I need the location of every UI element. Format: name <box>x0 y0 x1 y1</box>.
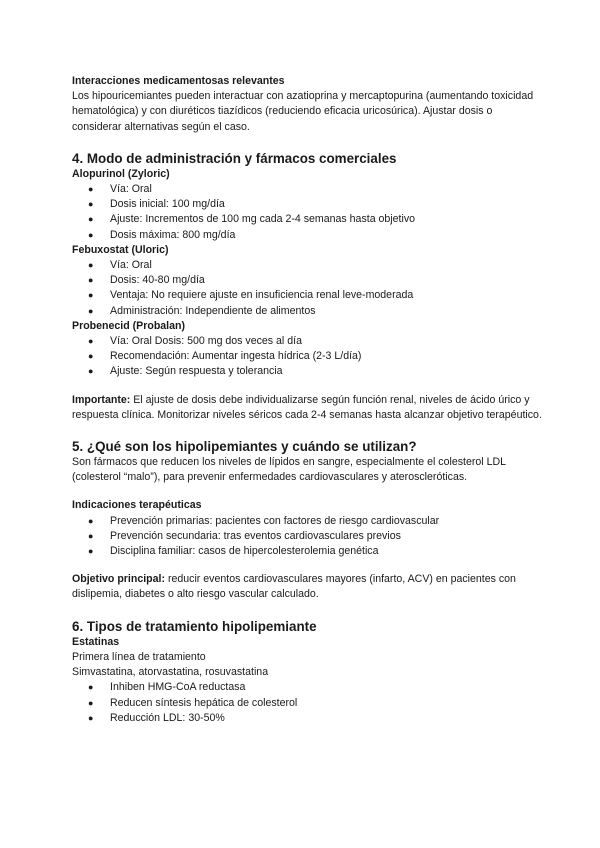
bullet-icon: ● <box>88 336 94 347</box>
bullet-icon: ● <box>88 199 94 210</box>
list-item: ● Ajuste: Incrementos de 100 mg cada 2-4 semanas hasta objetivo <box>72 212 542 227</box>
bullet-icon: ● <box>88 546 94 557</box>
bullet-icon: ● <box>88 290 94 301</box>
section-6-line: Simvastatina, atorvastatina, rosuvastatina <box>72 666 269 679</box>
drug-name: Febuxostat (Uloric) <box>72 243 169 256</box>
important-note: Importante: El ajuste de dosis debe individualizarse según función renal, niveles de ácido úrico y respuesta clínica. Monitorizar niveles séricos cada 2-4 semanas hasta alcanzar objetivo terapéutico. <box>72 393 542 421</box>
list-item: ● Reducen síntesis hepática de colesterol <box>72 696 542 711</box>
bullet-icon: ● <box>88 260 94 271</box>
drug-name: Probenecid (Probalan) <box>72 319 186 332</box>
list-item: ● Ajuste: Según respuesta y tolerancia <box>72 364 542 379</box>
drug-list <box>72 334 542 380</box>
list-item: ● Vía: Oral <box>72 258 542 273</box>
list-item: ● Administración: Independiente de alimentos <box>72 304 542 319</box>
bullet-icon: ● <box>88 530 94 541</box>
bullet-icon: ● <box>88 275 94 286</box>
section-5-intro: Son fármacos que reducen los niveles de lípidos en sangre, especialmente el colesterol LDL (colesterol “malo”), para prevenir enfermedades cardiovasculares y ateroscleróticas. <box>72 456 506 484</box>
list-item: ● Dosis: 40-80 mg/día <box>72 273 542 288</box>
list-item: ● Inhiben HMG-CoA reductasa <box>72 680 542 695</box>
bullet-icon: ● <box>88 515 94 526</box>
section-4-heading: 4. Modo de administración y fármacos comerciales <box>72 150 397 166</box>
bullet-icon: ● <box>88 214 94 225</box>
list-item: ● Disciplina familiar: casos de hipercolesterolemia genética <box>72 544 542 559</box>
list-item: ● Prevención primarias: pacientes con factores de riesgo cardiovascular <box>72 514 542 529</box>
list-item: ● Dosis máxima: 800 mg/día <box>72 228 542 243</box>
list-item: ● Prevención secundaria: tras eventos cardiovasculares previos <box>72 529 542 544</box>
list-item: ● Recomendación: Aumentar ingesta hídrica (2-3 L/día) <box>72 349 542 364</box>
objective-label: Objetivo principal: <box>72 573 166 586</box>
bullet-icon: ● <box>88 229 94 240</box>
bullet-icon: ● <box>88 697 94 708</box>
section-5-heading: 5. ¿Qué son los hipolipemiantes y cuándo se utilizan? <box>72 439 417 455</box>
drug-list <box>72 182 542 243</box>
indications-title: Indicaciones terapéuticas <box>72 499 202 512</box>
important-label: Importante: <box>72 393 131 406</box>
bullet-icon: ● <box>88 682 94 693</box>
list-item: ● Vía: Oral Dosis: 500 mg dos veces al día <box>72 334 542 349</box>
interactions-body: Los hipouricemiantes pueden interactuar con azatioprina y mercaptopurina (aumentando toxicidad hematológica) y con diuréticos tiazídicos (reduciendo eficacia uricosúrica). Ajustar dosis o considerar alternativas según el caso. <box>72 90 534 133</box>
drug-name: Alopurinol (Zyloric) <box>72 167 170 180</box>
indications-list <box>72 514 542 560</box>
list-item: ● Vía: Oral <box>72 182 542 197</box>
list-item: ● Reducción LDL: 30-50% <box>72 711 542 726</box>
section-6-heading: 6. Tipos de tratamiento hipolipemiante <box>72 618 317 634</box>
bullet-icon: ● <box>88 366 94 377</box>
objective-note: Objetivo principal: reducir eventos cardiovasculares mayores (infarto, ACV) en pacientes con dislipemia, diabetes o alto riesgo vascular calculado. <box>72 573 516 601</box>
bullet-icon: ● <box>88 712 94 723</box>
bullet-icon: ● <box>88 305 94 316</box>
drug-list <box>72 258 542 319</box>
statins-list <box>72 680 542 726</box>
bullet-icon: ● <box>88 351 94 362</box>
bullet-icon: ● <box>88 184 94 195</box>
interactions-title: Interacciones medicamentosas relevantes <box>72 75 285 87</box>
document-content <box>72 74 542 726</box>
section-6-subtitle: Estatinas <box>72 635 120 648</box>
section-6-line: Primera línea de tratamiento <box>72 650 206 663</box>
list-item: ● Ventaja: No requiere ajuste en insuficiencia renal leve-moderada <box>72 288 542 303</box>
list-item: ● Dosis inicial: 100 mg/día <box>72 197 542 212</box>
